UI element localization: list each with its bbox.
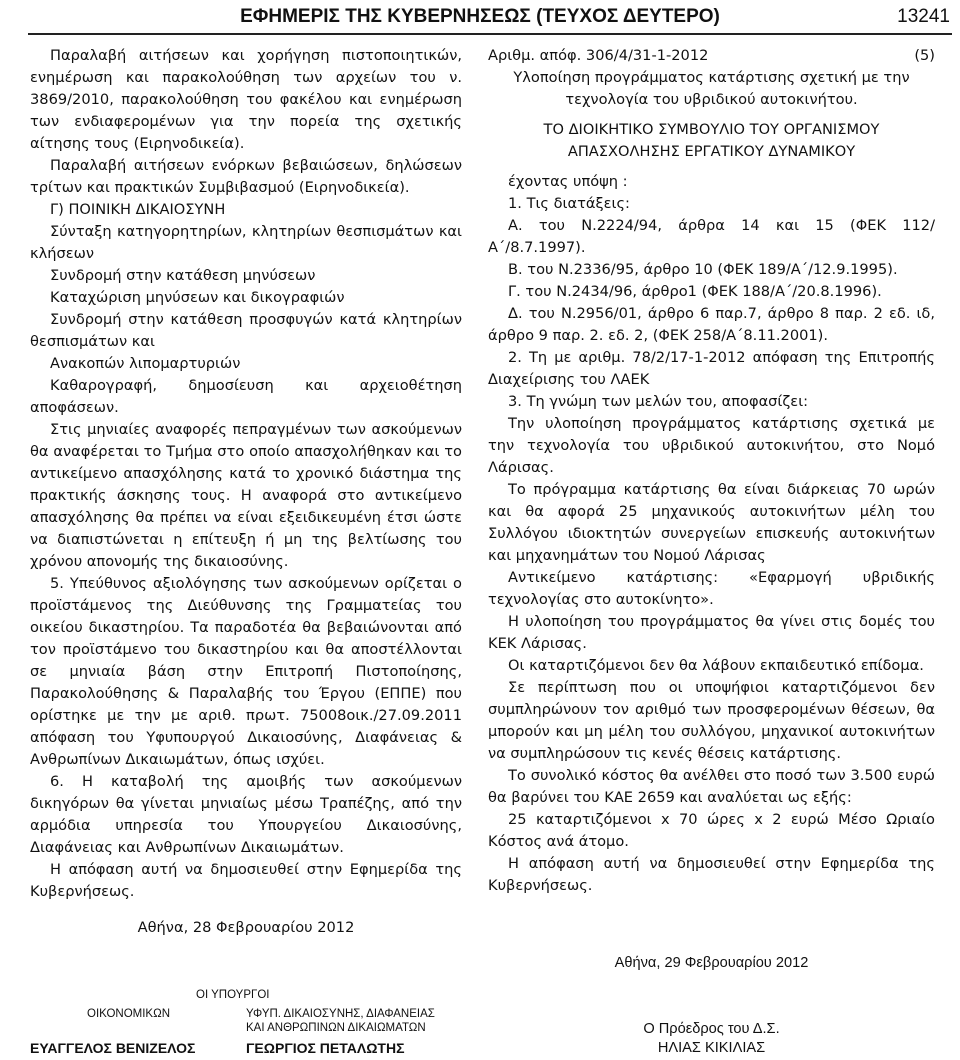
- right-column: [488, 45, 935, 897]
- paragraph: Α. του Ν.2224/94, άρθρα 14 και 15 (ΦΕΚ 112/Α΄/8.7.1997).: [488, 217, 935, 256]
- header-rule: [28, 33, 952, 35]
- paragraph: Παραλαβή αιτήσεων και χορήγηση πιστοποιητικών, ενημέρωση και παρακολούθηση των αρχείων του ν. 3869/2010, παρακολούθηση του φακέλου και ενημέρωση των ενδιαφερομένων για την πορεία της σχετικής αίτησης τους (Ειρηνοδικεία).: [30, 47, 462, 152]
- paragraph: Η απόφαση αυτή να δημοσιευθεί στην Εφημερίδα της Κυβερνήσεως.: [30, 861, 462, 900]
- paragraph: Η υλοποίηση του προγράμματος θα γίνει στις δομές του ΚΕΚ Λάρισας.: [488, 613, 935, 652]
- signer-role: ΚΑΙ ΑΝΘΡΩΠΙΝΩΝ ΔΙΚΑΙΩΜΑΤΩΝ: [246, 1022, 426, 1034]
- paragraph: 2. Τη με αριθμ. 78/2/17-1-2012 απόφαση της Επιτροπής Διαχείρισης του ΛΑΕΚ: [488, 349, 935, 388]
- signer-name: ΕΥΑΓΓΕΛΟΣ ΒΕΝΙΖΕΛΟΣ: [30, 1040, 196, 1056]
- paragraph: Σύνταξη κατηγορητηρίων, κλητηρίων θεσπισμάτων και κλήσεων: [30, 223, 462, 262]
- paragraph: Στις μηνιαίες αναφορές πεπραγμένων των ασκούμενων θα αναφέρεται το Τμήμα στο οποίο απασχολήθηκαν και το αντικείμενο απασχόλησης κατά το χρονικό διάστημα της πρακτικής άσκησης τους. Η αναφορά στο αντικείμενο απασχόλησης θα πρέπει να είναι εξειδικευμένη έτσι ώστε να διαπιστώνεται η επίτευξη ή μη της βελτίωσης του χρόνου απονομής της δικαιοσύνης.: [30, 421, 462, 570]
- paragraph: Συνδρομή στην κατάθεση μηνύσεων: [50, 267, 316, 284]
- page-number: 13241: [897, 6, 950, 27]
- signing-date: Αθήνα, 29 Φεβρουαρίου 2012: [614, 955, 809, 971]
- paragraph: Γ. του Ν.2434/96, άρθρο1 (ΦΕΚ 188/Α΄/20.8.1996).: [508, 283, 882, 300]
- paragraph: 3. Τη γνώμη των μελών του, αποφασίζει:: [508, 393, 809, 410]
- signing-date: Αθήνα, 28 Φεβρουαρίου 2012: [137, 919, 355, 936]
- paragraph: Δ. του Ν.2956/01, άρθρο 6 παρ.7, άρθρο 8 παρ. 2 εδ. ιδ, άρθρο 9 παρ. 2. εδ. 2, (ΦΕΚ 258/Α΄8.11.2001).: [488, 305, 935, 344]
- paragraph: Αντικείμενο κατάρτισης: «Εφαρμογή υβριδικής τεχνολογίας στο αυτοκίνητο».: [488, 569, 935, 608]
- section-heading: Γ) ΠΟΙΝΙΚΗ ΔΙΚΑΙΟΣΥΝΗ: [50, 201, 226, 218]
- signer-name: ΗΛΙΑΣ ΚΙΚΙΛΙΑΣ: [657, 1040, 766, 1056]
- paragraph: Καταχώριση μηνύσεων και δικογραφιών: [50, 289, 345, 306]
- paragraph: Β. του Ν.2336/95, άρθρο 10 (ΦΕΚ 189/Α΄/12.9.1995).: [508, 261, 898, 278]
- signer-role: ΟΙΚΟΝΟΜΙΚΩΝ: [87, 1008, 170, 1020]
- issuing-authority: ΤΟ ΔΙΟΙΚΗΤΙΚΟ ΣΥΜΒΟΥΛΙΟ ΤΟΥ ΟΡΓΑΝΙΣΜΟΥ ΑΠΑΣΧΟΛΗΣΗΣ ΕΡΓΑΤΙΚΟΥ ΔΥΝΑΜΙΚΟΥ: [543, 121, 880, 160]
- paragraph: 25 καταρτιζόμενοι x 70 ώρες x 2 ευρώ Μέσο Ωριαίο Κόστος ανά άτομο.: [488, 811, 935, 850]
- item-number: (5): [914, 47, 935, 64]
- signer-role: Ο Πρόεδρος του Δ.Σ.: [643, 1021, 780, 1037]
- paragraph: Το πρόγραμμα κατάρτισης θα είναι διάρκειας 70 ωρών και θα αφορά 25 μηχανικούς αυτοκινήτων μέλη του Συλλόγου ιδιοκτητών συνεργείων επισκευής αυτοκινήτων και μηχανημάτων του Νομού Λάρισας: [488, 481, 935, 564]
- paragraph: Οι καταρτιζόμενοι δεν θα λάβουν εκπαιδευτικό επίδομα.: [508, 657, 924, 674]
- paragraph: Συνδρομή στην κατάθεση προσφυγών κατά κλητηρίων θεσπισμάτων και: [30, 311, 462, 350]
- decision-number: Αριθμ. απόφ. 306/4/31-1-2012: [488, 47, 709, 64]
- decision-reference: [488, 45, 935, 67]
- paragraph: Η απόφαση αυτή να δημοσιευθεί στην Εφημερίδα της Κυβερνήσεως.: [488, 855, 935, 894]
- paragraph: 5. Υπεύθυνος αξιολόγησης των ασκούμενων ορίζεται ο προϊστάμενος της Διεύθυνσης της Γραμματείας του οικείου δικαστηρίου. Τα παραδοτέα θα βεβαιώνονται από τον προϊστάμενο του δικαστηρίου και θα αποστέλλονται σε μηνιαία βάση στην Επιτροπή Πιστοποίησης, Παρακολούθησης & Παραλαβής του Έργου (ΕΠΠΕ) που ορίστηκε με την με αριθ. πρωτ. 75008οικ./27.09.2011 απόφαση του Υφυπουργού Δικαιοσύνης, Διαφάνειας & Ανθρωπίνων Δικαιωμάτων, όπως ισχύει.: [30, 575, 462, 768]
- left-column: [30, 45, 462, 939]
- paragraph: Την υλοποίηση προγράμματος κατάρτισης σχετικά με την τεχνολογία του υβριδικού αυτοκινήτου, στο Νομό Λάρισας.: [488, 415, 935, 476]
- paragraph: έχοντας υπόψη :: [508, 173, 628, 190]
- signer-role: ΥΦΥΠ. ΔΙΚΑΙΟΣΥΝΗΣ, ΔΙΑΦΑΝΕΙΑΣ: [246, 1008, 435, 1020]
- paragraph: Ανακοπών λιπομαρτυριών: [50, 355, 241, 372]
- paragraph: Σε περίπτωση που οι υποψήφιοι καταρτιζόμενοι δεν συμπληρώνουν τον αριθμό των προσφερομένων θέσεων, θα μπορούν και μη μέλη του συλλόγου, μηχανικοί αυτοκινήτων να συμπληρώσουν τις κενές θέσεις κατάρτισης.: [488, 679, 935, 762]
- paragraph: Καθαρογραφή, δημοσίευση και αρχειοθέτηση αποφάσεων.: [30, 377, 462, 416]
- gazette-title: ΕΦΗΜΕΡΙΣ ΤΗΣ ΚΥΒΕΡΝΗΣΕΩΣ (ΤΕΥΧΟΣ ΔΕΥΤΕΡΟ): [240, 6, 720, 27]
- paragraph: 1. Τις διατάξεις:: [508, 195, 630, 212]
- paragraph: Παραλαβή αιτήσεων ενόρκων βεβαιώσεων, δηλώσεων τρίτων και πρακτικών Συμβιβασμού (Ειρηνοδικεία).: [30, 157, 462, 196]
- signatures-heading: ΟΙ ΥΠΟΥΡΓΟΙ: [196, 989, 270, 1001]
- paragraph: Το συνολικό κόστος θα ανέλθει στο ποσό των 3.500 ευρώ θα βαρύνει του ΚΑΕ 2659 και αναλύεται ως εξής:: [488, 767, 935, 806]
- paragraph: 6. Η καταβολή της αμοιβής των ασκούμενων δικηγόρων θα γίνεται μηνιαίως μέσω Τραπέζης, από την αρμόδια υπηρεσία του Υπουργείου Δικαιοσύνης, Διαφάνειας και Ανθρωπίνων Δικαιωμάτων.: [30, 773, 462, 856]
- signer-name: ΓΕΩΡΓΙΟΣ ΠΕΤΑΛΩΤΗΣ: [246, 1040, 405, 1056]
- decision-subject: Υλοποίηση προγράμματος κατάρτισης σχετική με την τεχνολογία του υβριδικού αυτοκινήτου.: [513, 69, 910, 108]
